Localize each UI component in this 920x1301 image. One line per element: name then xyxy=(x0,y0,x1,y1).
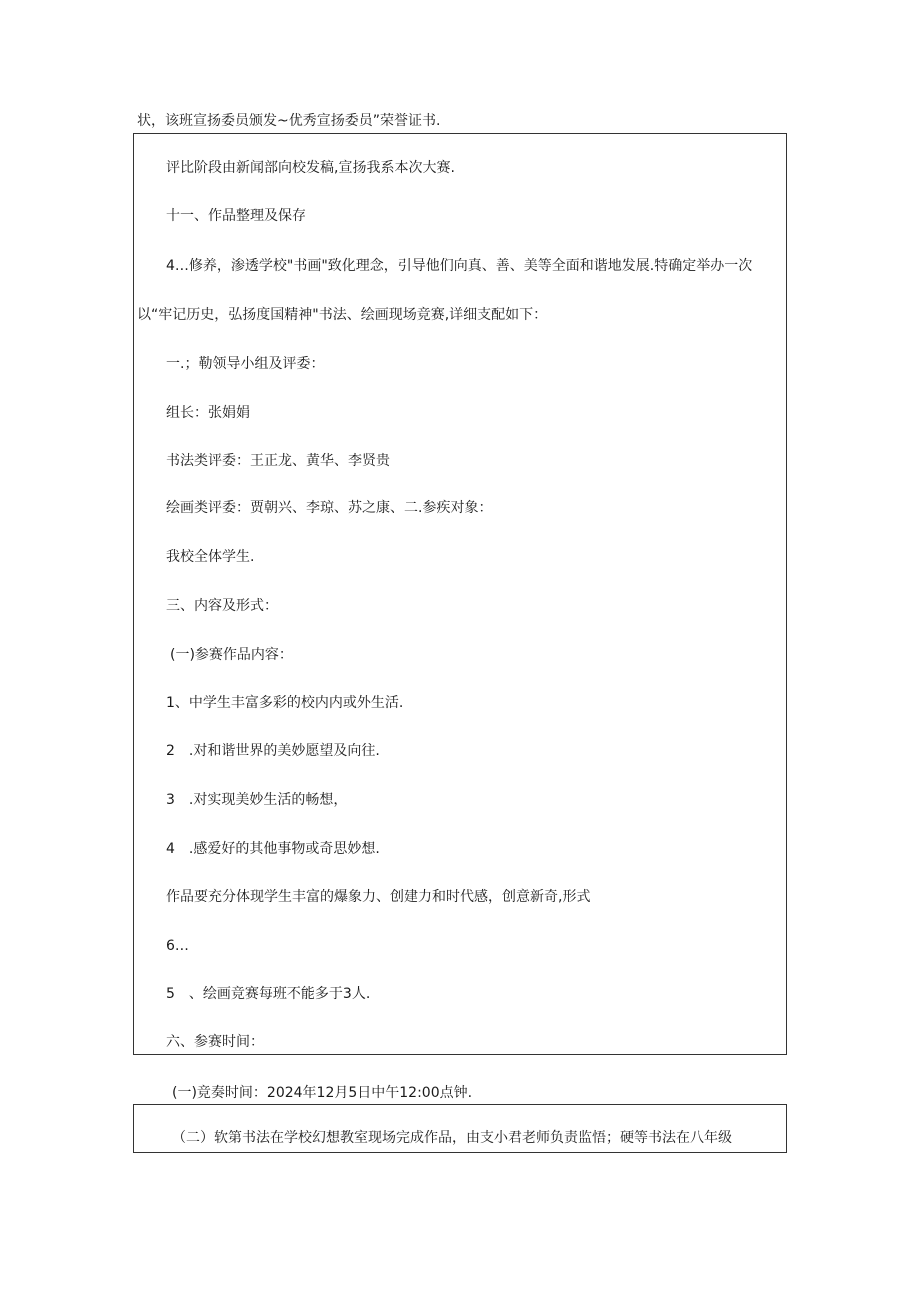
box1-line-15: 作品要充分体现学生丰富的爆象力、创建力和时代感，创意新奇,形式 xyxy=(166,889,591,905)
box1-line-18: 六、参赛时间： xyxy=(166,1034,264,1050)
box2-line: （二）软第书法在学校幻想教室现场完成作品，由支小君老师负责监悟；硬等书法在八年级 xyxy=(172,1130,732,1146)
box1-line-0: 评比阶段由新闻部向校发稿,宣扬我系本次大赛. xyxy=(166,160,455,176)
box1-line-16: 6… xyxy=(166,938,189,954)
box1-line-17: 5 、绘画竞赛每班不能多于3人. xyxy=(166,986,371,1002)
box1-line-13: 3 .对实现美妙生活的畅想， xyxy=(166,792,348,808)
box1-line-5: 组长：张娟娟 xyxy=(166,405,250,421)
box1-line-2: 4…修养，渗透学校"书画"致化理念，引导他们向真、善、美等全面和谐地发展.特确定举办一次 xyxy=(166,258,753,274)
box1-line-11: 1、中学生丰富多彩的校内内或外生活. xyxy=(166,695,404,711)
box1-line-1: 十一、作品整理及保存 xyxy=(166,208,306,224)
competition-time-line: (一)竞奏时间：2024年12月5日中午12:00点钟. xyxy=(172,1085,473,1101)
box1-line-6: 书法类评委：王正龙、黄华、李贤贵 xyxy=(166,453,390,469)
box1-line-3: 以“牢记历史，弘扬度国精神"书法、绘画现场竞赛,详细支配如下： xyxy=(137,307,548,323)
box1-line-8: 我校全体学生. xyxy=(166,549,255,565)
box1-line-10: (一)参赛作品内容： xyxy=(170,647,293,663)
box1-line-9: 三、内容及形式： xyxy=(166,598,278,614)
box1-line-12: 2 .对和谐世界的美妙愿望及向往. xyxy=(166,743,380,759)
box1-line-14: 4 .感爱好的其他事物或奇思妙想. xyxy=(166,841,380,857)
top-continuation-text: 状，该班宣扬委员颁发~优秀宣扬委员”荣誉证书. xyxy=(137,113,441,129)
box1-line-7: 绘画类评委：贾朝兴、李琼、苏之康、二.参疾对象： xyxy=(166,500,493,516)
box1-line-4: 一.；勒领导小组及评委： xyxy=(166,356,325,372)
